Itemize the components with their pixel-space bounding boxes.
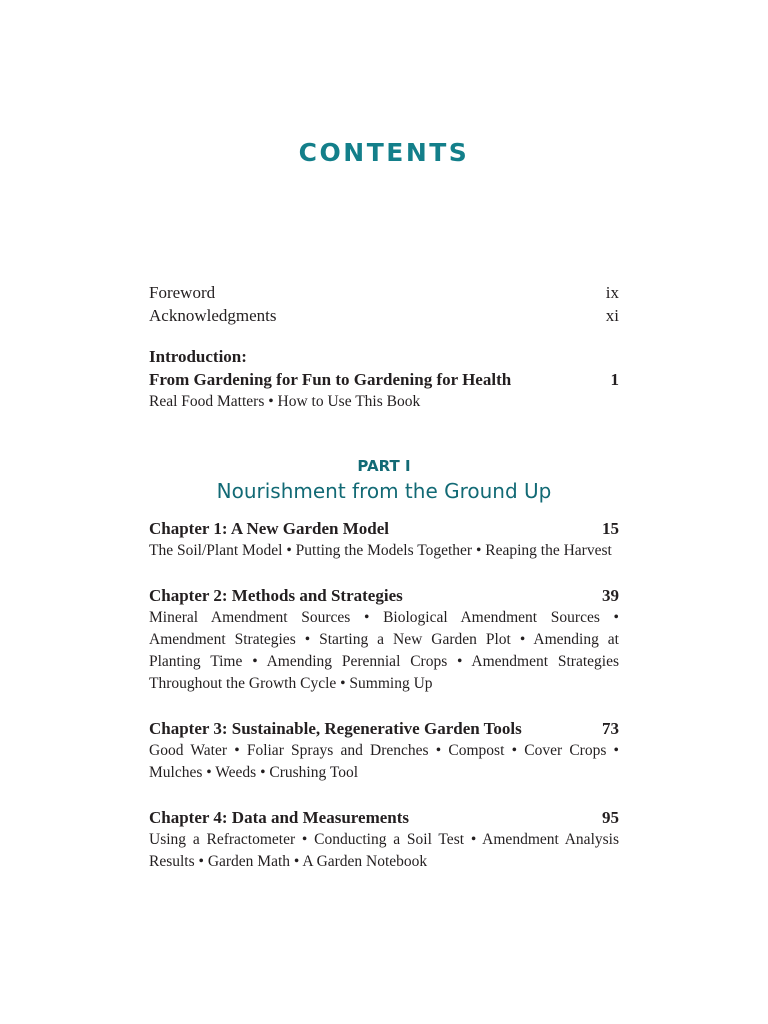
entry-description: Real Food Matters • How to Use This Book [149,393,421,410]
chapter-title: Chapter 1: A New Garden Model [149,519,390,538]
entry-page-number: 95 [602,808,619,827]
chapter-description: Good Water • Foliar Sprays and Drenches • Compost • Cover Crops • Mulches • Weeds • Crushing Tool [149,742,619,781]
introduction-heading: Introduction: [149,347,247,366]
toc-entry-introduction[interactable] [149,345,619,413]
chapter-title: Chapter 4: Data and Measurements [149,808,410,827]
toc-entry-foreword[interactable] [149,281,619,304]
entry-page-number: 39 [602,586,619,605]
entry-label: From Gardening for Fun to Gardening for Health [149,370,512,389]
toc-entry-chapter-1[interactable] [149,517,619,562]
entry-page-number: ix [605,283,619,302]
page-title: CONTENTS [298,138,470,167]
chapter-title: Chapter 2: Methods and Strategies [149,586,403,605]
chapter-title-row [149,717,619,740]
chapter-title-row [149,584,619,607]
introduction-title-row [149,368,619,391]
entry-page-number: 15 [602,519,619,538]
chapter-title: Chapter 3: Sustainable, Regenerative Garden Tools [149,719,522,738]
toc-entry-chapter-2[interactable] [149,584,619,695]
table-of-contents [149,281,619,873]
chapter-description: Mineral Amendment Sources • Biological Amendment Sources • Amendment Strategies • Starting a New Garden Plot • Amending at Planting Time • Amending Perennial Crops • Amendment Strategies Throughout the Growth Cycle • Summing Up [149,609,619,692]
entry-label: Acknowledgments [149,306,277,325]
chapter-description: Using a Refractometer • Conducting a Soil Test • Amendment Analysis Results • Garden Math • A Garden Notebook [149,831,619,870]
part-heading [149,455,619,505]
part-title: Nourishment from the Ground Up [216,479,552,503]
entry-label: Foreword [149,283,216,302]
toc-entry-chapter-4[interactable] [149,806,619,873]
toc-entry-acknowledgments[interactable] [149,304,619,327]
chapter-title-row [149,517,619,540]
entry-page-number: xi [605,306,619,325]
entry-page-number: 1 [610,370,619,389]
part-label: PART I [357,457,411,475]
chapter-description: The Soil/Plant Model • Putting the Models Together • Reaping the Harvest [149,542,612,559]
entry-page-number: 73 [602,719,619,738]
toc-entry-chapter-3[interactable] [149,717,619,784]
chapter-title-row [149,806,619,829]
